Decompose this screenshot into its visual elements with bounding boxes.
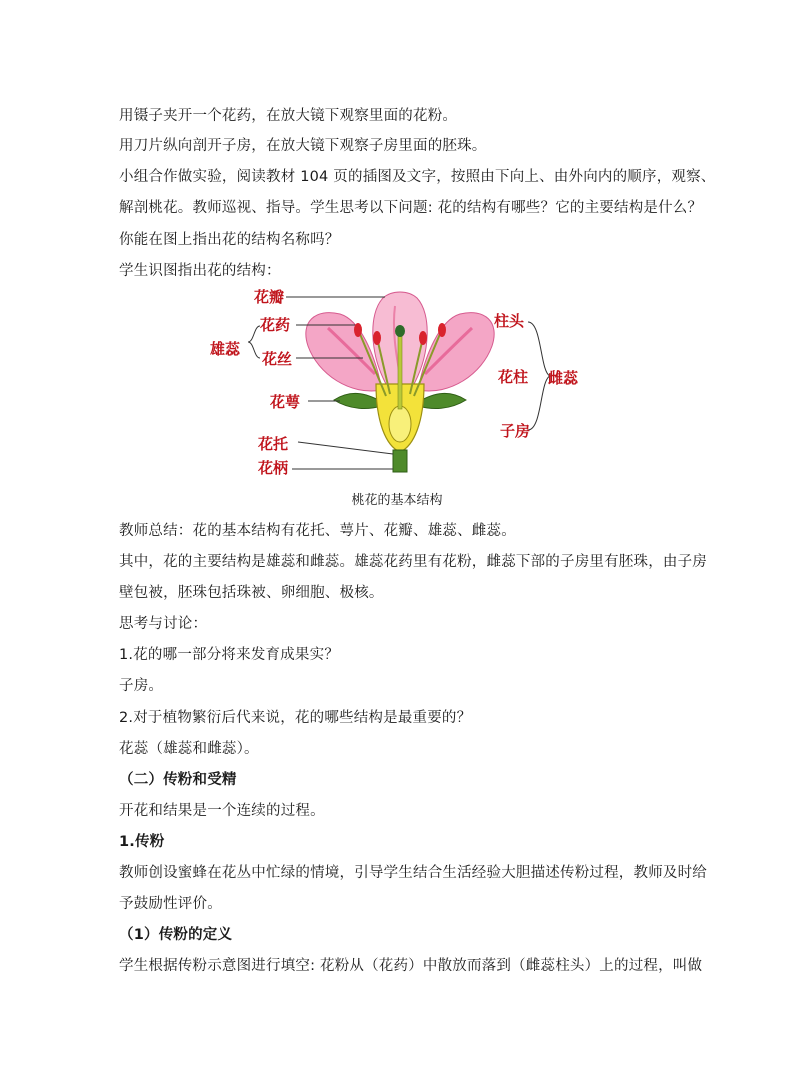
text-line: 学生识图指出花的结构： (119, 263, 281, 279)
text-line: 思考与讨论： (119, 616, 208, 632)
text-line: 开花和结果是一个连续的过程。 (119, 803, 325, 819)
anther (438, 323, 446, 337)
anther (419, 331, 427, 345)
label-anther: 花药 (260, 316, 291, 334)
text-line: 你能在图上指出花的结构名称吗？ (119, 232, 340, 248)
label-stamen: 雄蕊 (210, 340, 241, 358)
sepal-left (334, 393, 382, 408)
text-line: 其中，花的主要结构是雄蕊和雌蕊。雄蕊花药里有花粉，雌蕊下部的子房里有胚珠，由子房 (119, 554, 707, 570)
label-style: 花柱 (498, 368, 529, 386)
label-pistil: 雌蕊 (548, 369, 579, 387)
sepal-right (418, 393, 466, 408)
text-line: 2.对于植物繁衍后代来说，花的哪些结构是最重要的？ (119, 710, 472, 726)
text-line: 用镊子夹开一个花药，在放大镜下观察里面的花粉。 (119, 108, 458, 124)
label-pedicel: 花柄 (258, 459, 289, 477)
text-line: 1.花的哪一部分将来发育成果实？ (119, 647, 340, 663)
text-line: 学生根据传粉示意图进行填空: 花粉从（花药）中散放而落到（雌蕊柱头）上的过程，叫做 (119, 958, 703, 974)
label-ovary: 子房 (500, 422, 531, 440)
petal-right (418, 313, 494, 391)
text-line: 花蕊（雄蕊和雌蕊）。 (119, 741, 259, 757)
text-line: 子房。 (119, 678, 164, 694)
label-sepal: 花萼 (270, 393, 301, 411)
label-petal: 花瓣 (254, 288, 285, 306)
label-receptacle: 花托 (258, 435, 289, 453)
anther (373, 331, 381, 345)
text-line: 教师创设蜜蜂在花丛中忙绿的情境，引导学生结合生活经验大胆描述传粉过程，教师及时给 (119, 865, 707, 881)
ovary (389, 406, 411, 442)
style (398, 334, 402, 409)
text-line: 予鼓励性评价。 (119, 896, 222, 912)
flower-structure-figure (200, 284, 600, 480)
label-filament: 花丝 (262, 350, 293, 368)
stigma (395, 325, 405, 337)
text-line: 壁包被，胚珠包括珠被、卵细胞、极核。 (119, 585, 384, 601)
text-line: 解剖桃花。教师巡视、指导。学生思考以下问题: 花的结构有哪些？它的主要结构是什么？ (119, 200, 703, 216)
text-line: 小组合作做实验，阅读教材 104 页的插图及文字，按照由下向上、由外向内的顺序，观察、 (119, 169, 716, 185)
text-line: 用刀片纵向剖开子房，在放大镜下观察子房里面的胚珠。 (119, 138, 487, 154)
figure-caption: 桃花的基本结构 (351, 493, 443, 508)
flower-diagram (200, 284, 600, 480)
section-heading: （二）传粉和受精 (119, 772, 237, 788)
subsection-heading: （1）传粉的定义 (119, 927, 233, 943)
label-stigma: 柱头 (494, 312, 525, 330)
subsection-heading: 1.传粉 (119, 834, 165, 850)
petal-left (306, 313, 382, 391)
pedicel (393, 450, 407, 472)
anther (354, 323, 362, 337)
text-line: 教师总结：花的基本结构有花托、萼片、花瓣、雄蕊、雌蕊。 (119, 523, 516, 539)
